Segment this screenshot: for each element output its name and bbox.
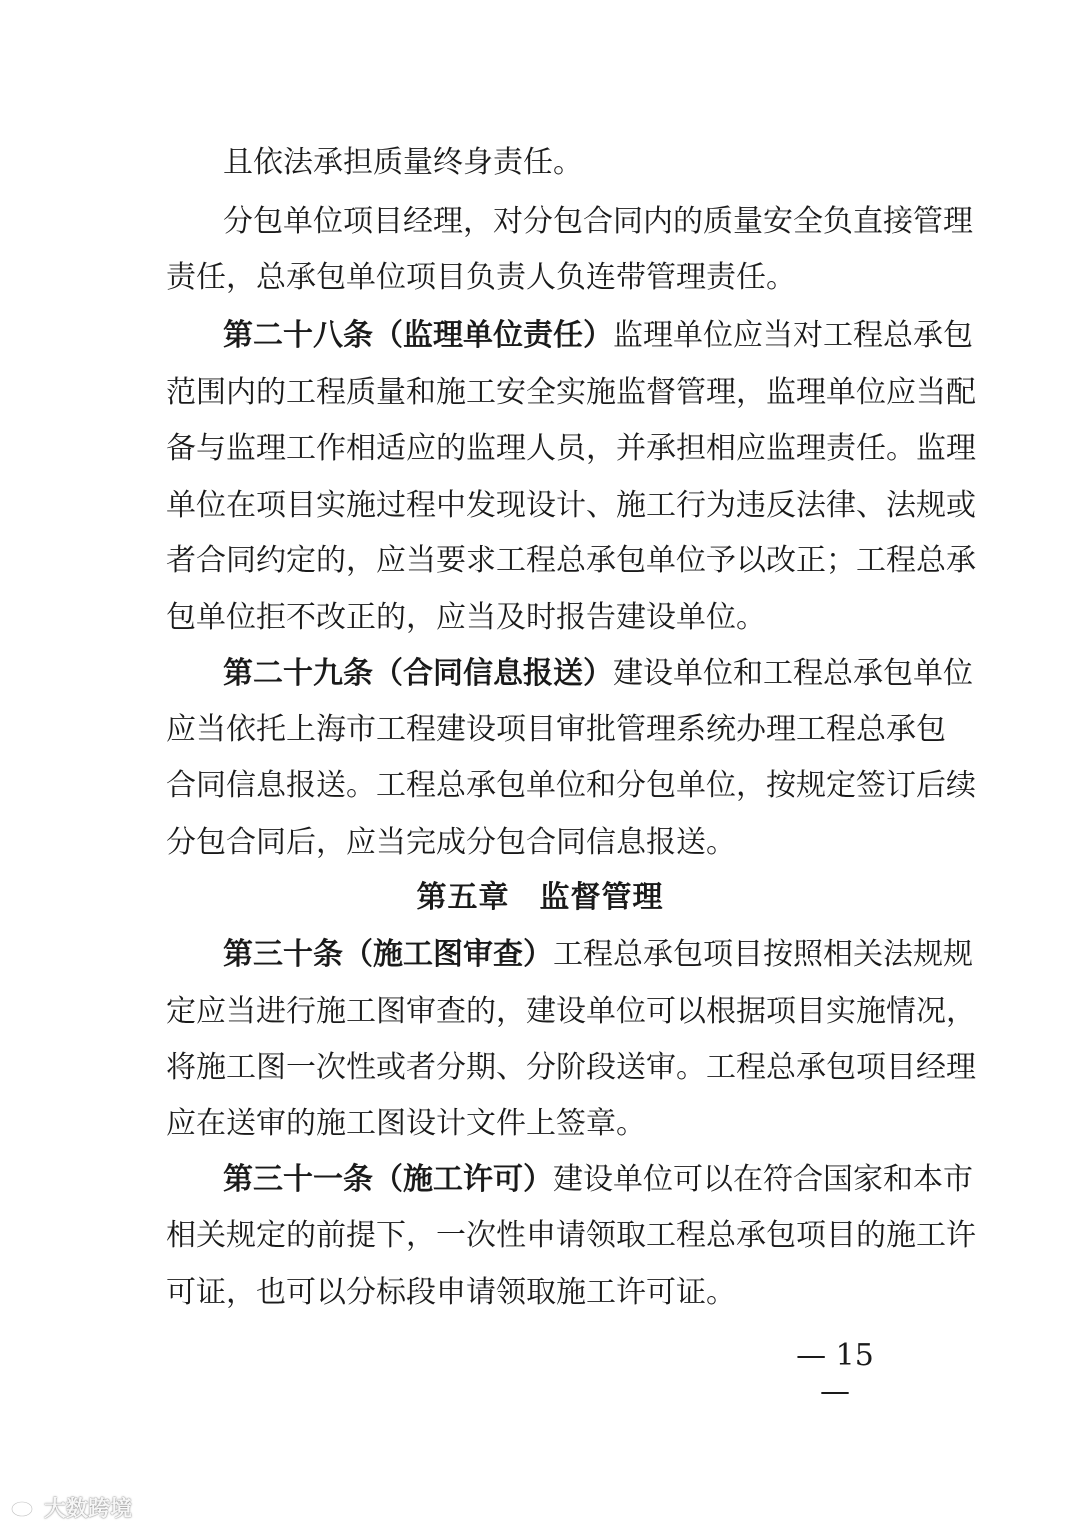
chapter-title: 监督管理 — [539, 880, 664, 915]
text-line: 单位在项目实施过程中发现设计、施工行为违反法律、法规或 — [166, 488, 976, 523]
article-30-heading-line: 第三十条（施工图审查）工程总承包项目按照相关法规规 — [223, 937, 973, 972]
text-line: 分包合同后，应当完成分包合同信息报送。 — [166, 825, 736, 860]
text-line: 合同信息报送。工程总承包单位和分包单位，按规定签订后续 — [166, 768, 976, 803]
article-title: 第三十条（施工图审查） — [223, 937, 553, 972]
chapter-heading — [0, 880, 1080, 916]
text-line: 可证，也可以分标段申请领取施工许可证。 — [166, 1275, 736, 1310]
text-line: 责任，总承包单位项目负责人负连带管理责任。 — [166, 260, 796, 295]
article-title: 第三十一条（施工许可） — [223, 1162, 553, 1197]
text-line: 备与监理工作相适应的监理人员，并承担相应监理责任。监理 — [166, 431, 976, 466]
text-line: 分包单位项目经理，对分包合同内的质量安全负直接管理 — [223, 204, 973, 239]
text-line: 应在送审的施工图设计文件上签章。 — [166, 1106, 646, 1141]
text-line: 应当依托上海市工程建设项目审批管理系统办理工程总承包 — [166, 712, 946, 747]
chapter-number: 第五章 — [416, 880, 510, 915]
text-line: 者合同约定的，应当要求工程总承包单位予以改正；工程总承 — [166, 543, 976, 578]
article-31-heading-line: 第三十一条（施工许可）建设单位可以在符合国家和本市 — [223, 1162, 973, 1197]
page-number: — 15 — — [796, 1338, 874, 1409]
watermark-text: 大数跨境 — [44, 1496, 133, 1522]
watermark — [10, 1492, 132, 1522]
article-28-heading-line: 第二十八条（监理单位责任）监理单位应当对工程总承包 — [223, 318, 973, 353]
article-title: 第二十八条（监理单位责任） — [223, 318, 613, 353]
weibo-logo-icon — [10, 1496, 40, 1518]
text-line: 包单位拒不改正的，应当及时报告建设单位。 — [166, 600, 766, 635]
text-line: 范围内的工程质量和施工安全实施监督管理，监理单位应当配 — [166, 375, 976, 410]
article-title: 第二十九条（合同信息报送） — [223, 656, 613, 691]
text-line: 定应当进行施工图审查的，建设单位可以根据项目实施情况， — [166, 994, 976, 1029]
article-29-heading-line: 第二十九条（合同信息报送）建设单位和工程总承包单位 — [223, 656, 973, 691]
text-line: 相关规定的前提下，一次性申请领取工程总承包项目的施工许 — [166, 1218, 976, 1253]
text-line: 将施工图一次性或者分期、分阶段送审。工程总承包项目经理 — [166, 1050, 976, 1085]
text-line: 且依法承担质量终身责任。 — [223, 145, 583, 180]
